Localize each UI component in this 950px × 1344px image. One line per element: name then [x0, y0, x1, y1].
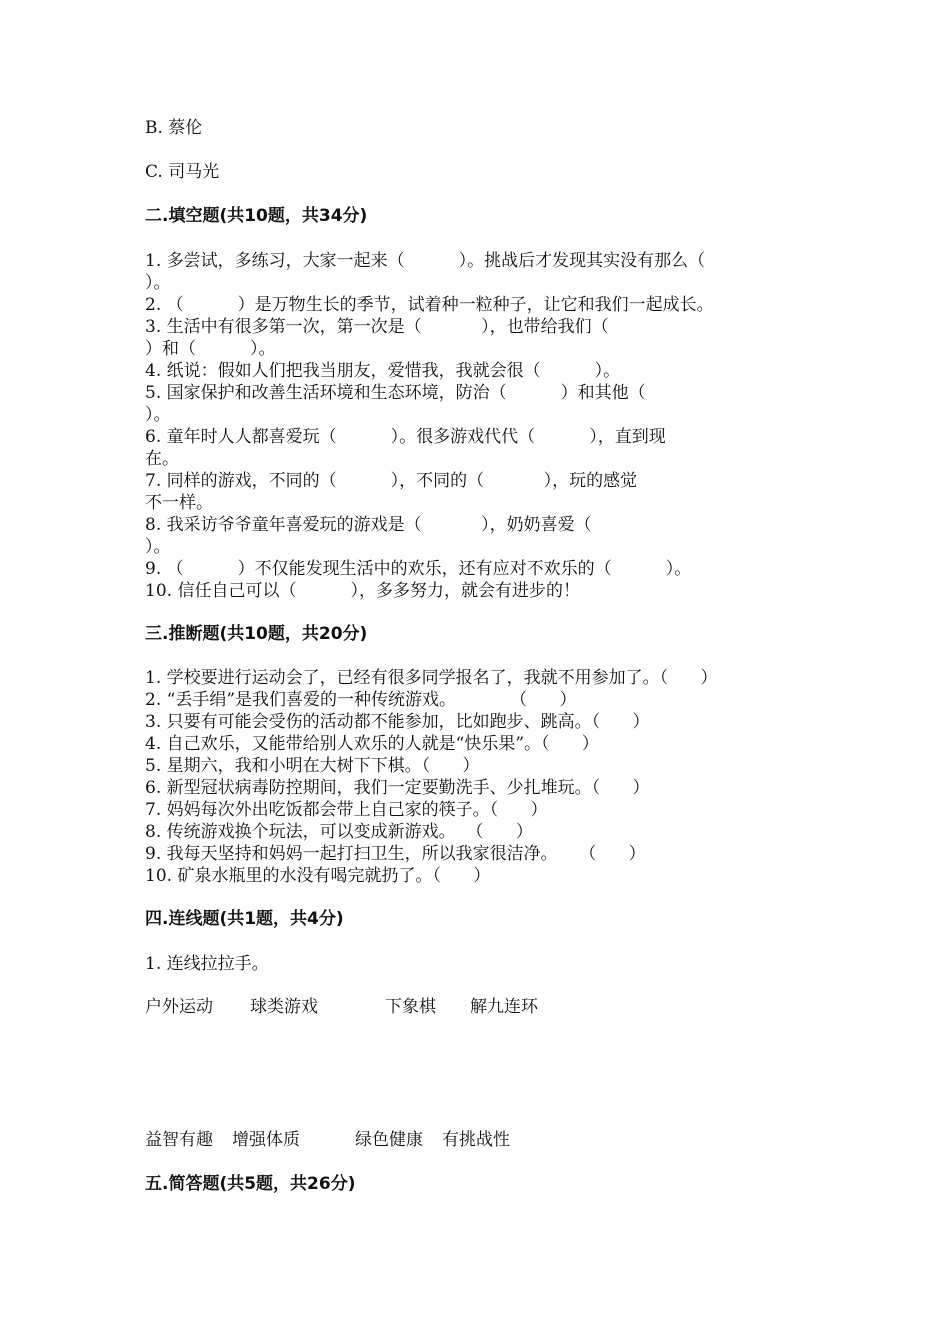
true-false-line: 5. 星期六，我和小明在大树下下棋。（ ）	[145, 756, 480, 776]
fill-blank-line: 8. 我采访爷爷童年喜爱玩的游戏是（ ），奶奶喜爱（	[145, 515, 592, 535]
true-false-line: 7. 妈妈每次外出吃饭都会带上自己家的筷子。（ ）	[145, 800, 548, 820]
fill-blank-line: ）。	[145, 537, 171, 557]
fill-blank-line: 9. （ ）不仅能发现生活中的欢乐，还有应对不欢乐的（ ）。	[145, 559, 692, 579]
true-false-line: 1. 学校要进行运动会了，已经有很多同学报名了，我就不用参加了。（ ）	[145, 668, 718, 688]
fill-blank-line: 不一样。	[145, 493, 213, 513]
fill-blank-line: 5. 国家保护和改善生活环境和生态环境，防治（ ）和其他（	[145, 383, 646, 403]
match-bottom-item: 绿色健康	[355, 1130, 423, 1150]
match-bottom-item: 有挑战性	[442, 1130, 510, 1150]
section-heading-short-answer: 五.简答题(共5题，共26分)	[145, 1174, 356, 1194]
fill-blank-line: 2. （ ）是万物生长的季节，试着种一粒种子，让它和我们一起成长。	[145, 295, 714, 315]
fill-blank-line: 10. 信任自己可以（ ），多多努力，就会有进步的！	[145, 581, 580, 601]
match-bottom-item: 益智有趣	[145, 1130, 213, 1150]
match-bottom-item: 增强体质	[232, 1130, 300, 1150]
true-false-line: 9. 我每天坚持和妈妈一起打扫卫生，所以我家很洁净。 （ ）	[145, 844, 646, 864]
fill-blank-line: 在。	[145, 449, 179, 469]
fill-blank-line: 4. 纸说：假如人们把我当朋友，爱惜我，我就会很（ ）。	[145, 361, 621, 381]
section-heading-matching: 四.连线题(共1题，共4分)	[145, 909, 344, 929]
true-false-line: 6. 新型冠状病毒防控期间，我们一定要勤洗手、少扎堆玩。（ ）	[145, 778, 650, 798]
matching-question: 1. 连线拉拉手。	[145, 954, 269, 974]
true-false-line: 8. 传统游戏换个玩法，可以变成新游戏。 （ ）	[145, 822, 533, 842]
fill-blank-line: 1. 多尝试，多练习，大家一起来（ ）。挑战后才发现其实没有那么（	[145, 251, 706, 271]
true-false-line: 4. 自己欢乐，又能带给别人欢乐的人就是“快乐果”。（ ）	[145, 734, 599, 754]
match-top-item: 下象棋	[385, 997, 436, 1017]
true-false-line: 10. 矿泉水瓶里的水没有喝完就扔了。（ ）	[145, 866, 491, 886]
fill-blank-line: ）。	[145, 405, 171, 425]
match-top-item: 球类游戏	[250, 997, 318, 1017]
match-top-item: 解九连环	[470, 997, 538, 1017]
true-false-line: 3. 只要有可能会受伤的活动都不能参加，比如跑步、跳高。（ ）	[145, 712, 650, 732]
fill-blank-line: 6. 童年时人人都喜爱玩（ ）。很多游戏代代（ ），直到现	[145, 427, 666, 447]
fill-blank-line: ）。	[145, 273, 171, 293]
match-top-item: 户外运动	[145, 997, 213, 1017]
fill-blank-line: 7. 同样的游戏，不同的（ ），不同的（ ），玩的感觉	[145, 471, 638, 491]
section-heading-true-false: 三.推断题(共10题，共20分)	[145, 624, 368, 644]
true-false-line: 2. “丢手绢”是我们喜爱的一种传统游戏。 （ ）	[145, 690, 577, 710]
fill-blank-line: ）和（ ）。	[145, 339, 276, 359]
option-b: B. 蔡伦	[145, 118, 203, 138]
fill-blank-line: 3. 生活中有很多第一次，第一次是（ ），也带给我们（	[145, 317, 609, 337]
section-heading-fill-blank: 二.填空题(共10题，共34分)	[145, 206, 368, 226]
option-c: C. 司马光	[145, 162, 220, 182]
